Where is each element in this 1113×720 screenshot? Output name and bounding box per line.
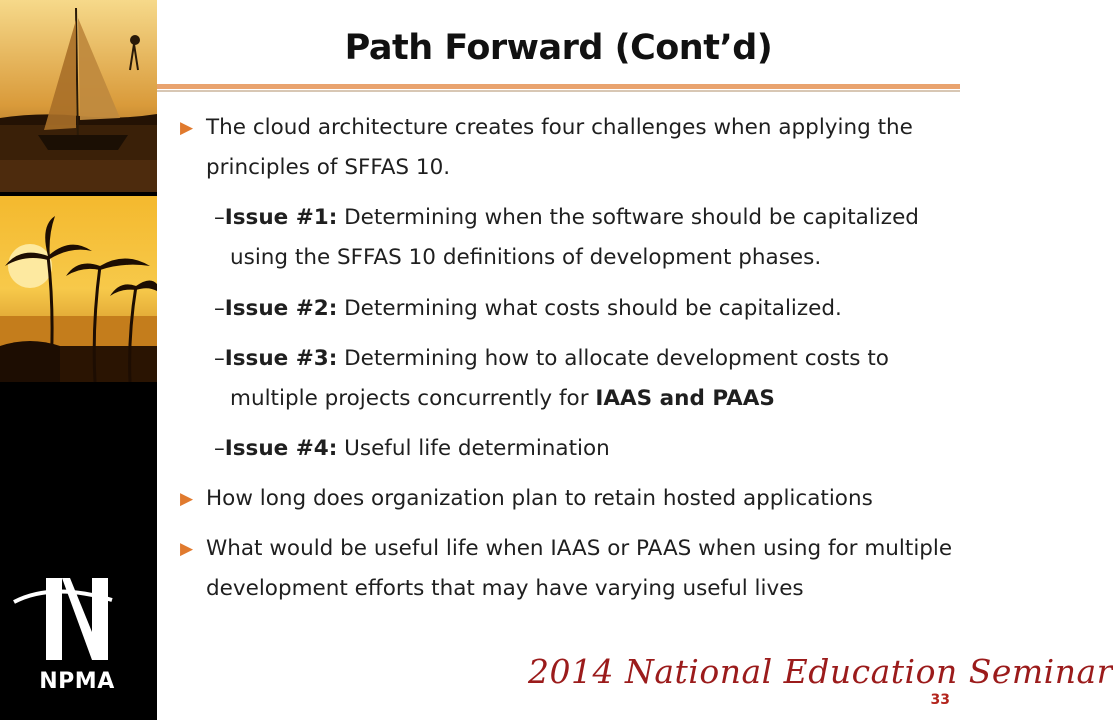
dash-marker: –	[214, 436, 225, 461]
sub-bullet-item	[178, 198, 953, 278]
bullet-item	[178, 529, 953, 609]
bullet-text: How long does organization plan to retain hosted applications	[206, 486, 873, 511]
sub-bullet-item	[178, 289, 953, 329]
sub-bullet-text: Determining what costs should be capitalized.	[337, 296, 842, 321]
dash-marker: –	[214, 205, 225, 230]
sub-bullet-item	[178, 429, 953, 469]
bullet-item	[178, 479, 953, 519]
issue-label: Issue #2:	[224, 296, 338, 321]
palm-trees-sunset-photo	[0, 196, 157, 382]
title-underline-thin	[157, 90, 960, 92]
left-image-column	[0, 0, 157, 720]
issue-label: Issue #1:	[224, 205, 338, 230]
bullet-item	[178, 108, 953, 188]
seminar-footer-text: 2014 National Education Seminar	[528, 652, 1113, 691]
issue-label: Issue #3:	[224, 346, 338, 371]
sub-bullet-bold-text: IAAS and PAAS	[595, 386, 775, 411]
triangle-right-icon: ▶	[180, 489, 194, 509]
title-underline	[157, 84, 960, 89]
sub-bullet-text: Determining how to allocate development costs to multiple projects concurrently for	[230, 346, 889, 411]
slide-content	[178, 108, 953, 609]
sailboat-sunset-photo	[0, 0, 157, 192]
issue-label: Issue #4:	[224, 436, 338, 461]
dash-marker: –	[214, 296, 225, 321]
slide-title: Path Forward (Cont’d)	[344, 28, 773, 68]
sub-bullet-text: Determining when the software should be capitalized using the SFFAS 10 definitions of development phases.	[230, 205, 919, 270]
npma-logo	[12, 572, 142, 702]
sub-bullet-text: Useful life determination	[337, 436, 610, 461]
sub-bullet-item	[178, 339, 953, 419]
dash-marker: –	[214, 346, 225, 371]
triangle-right-icon: ▶	[180, 118, 194, 138]
slide-number: 33	[930, 692, 950, 708]
logo-text: NPMA	[39, 669, 115, 694]
bullet-text: What would be useful life when IAAS or PAAS when using for multiple development efforts that may have varying useful lives	[206, 536, 953, 601]
bullet-text: The cloud architecture creates four challenges when applying the principles of SFFAS 10.	[206, 115, 913, 180]
triangle-right-icon: ▶	[180, 539, 194, 559]
